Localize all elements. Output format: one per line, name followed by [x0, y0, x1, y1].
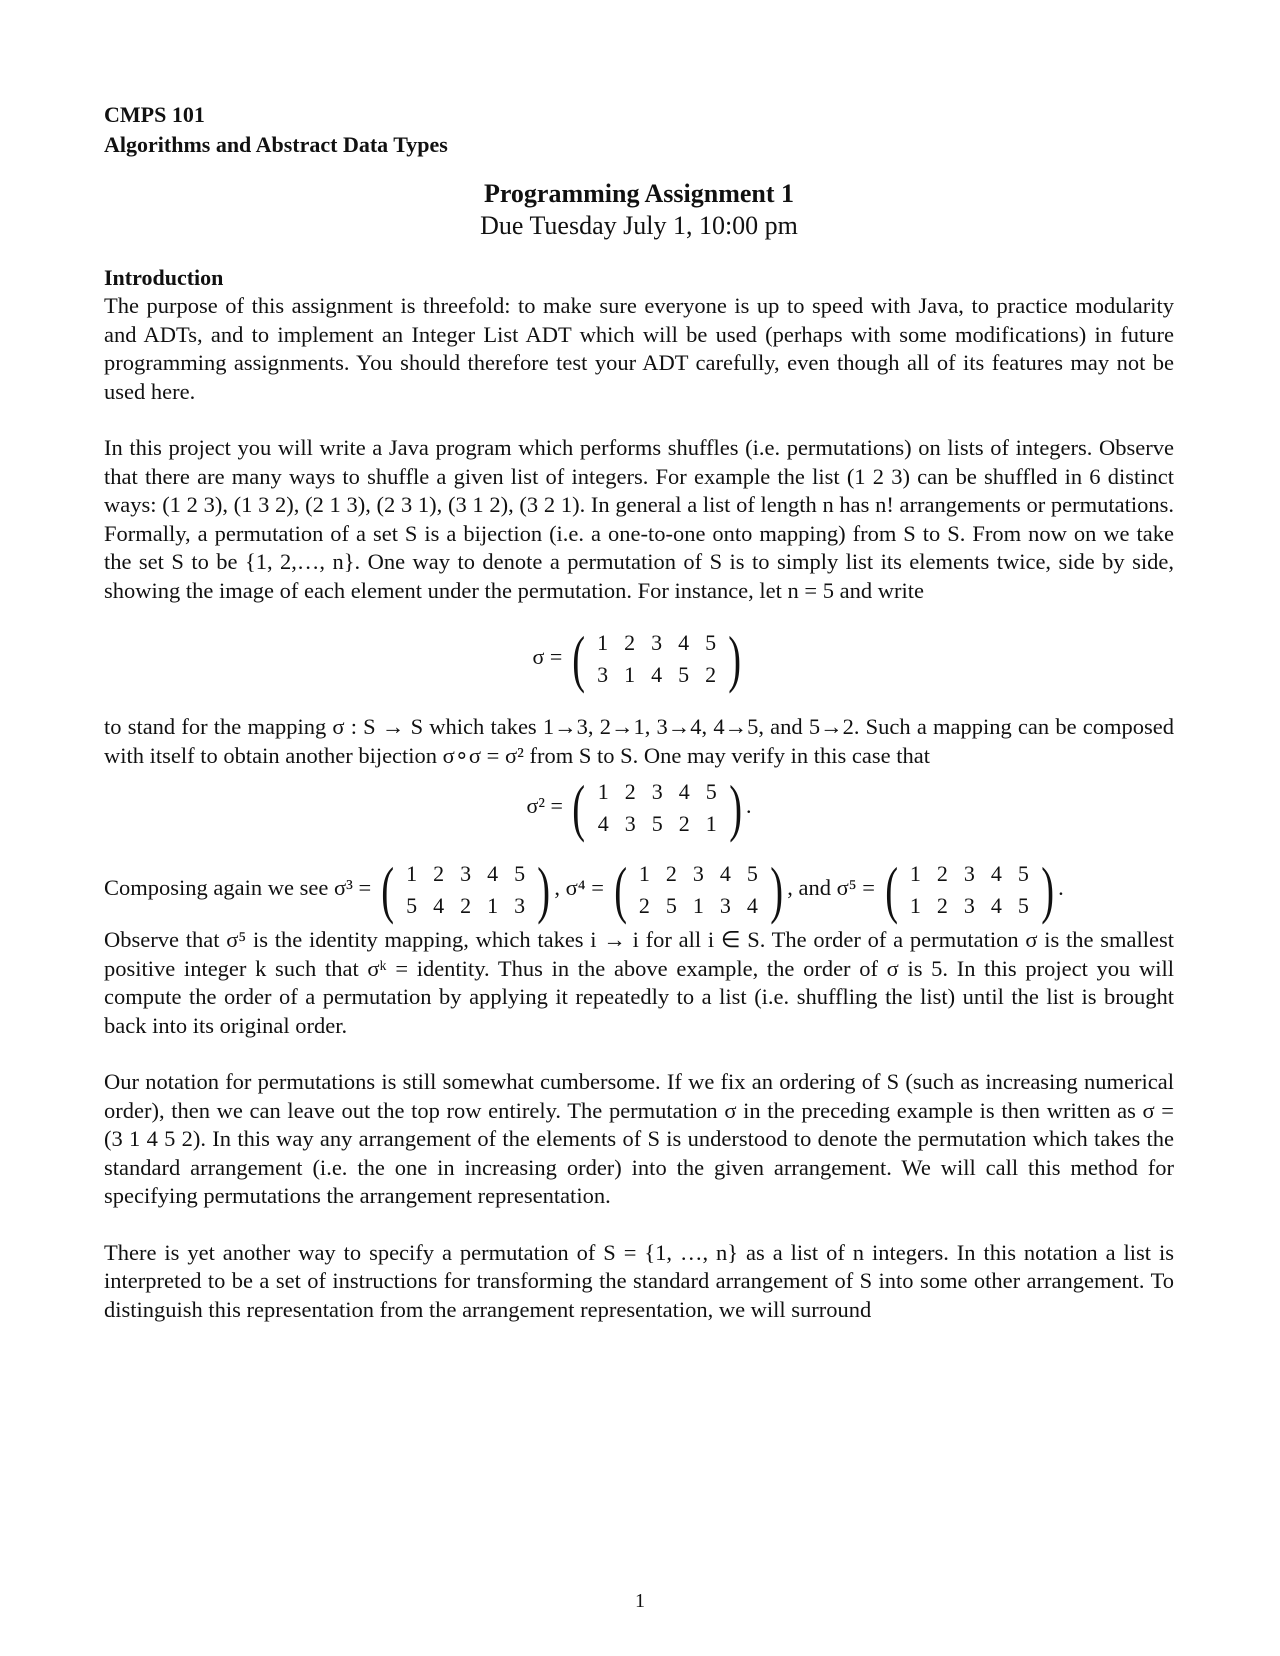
- due-date: Due Tuesday July 1, 10:00 pm: [480, 211, 798, 240]
- paragraph-identity-order: Observe that σ⁵ is the identity mapping, which takes i → i for all i ∈ S. The order of a permutation σ is the smallest positive integer k such that σᵏ = identity. Thus in the above example, the order of σ is 5. In this project you will compute the order of a permutation by applying it repeatedly to a list (i.e. shuffling the list) until the list is brought back into its original order.: [104, 927, 1174, 1038]
- course-name: Algorithms and Abstract Data Types: [104, 132, 448, 157]
- title-block: [104, 178, 1174, 242]
- paragraph-arrangement: Our notation for permutations is still somewhat cumbersome. If we fix an ordering of S (such as increasing numerical order), then we can leave out the top row entirely. The permutation σ in the preceding example is then written as σ = (3 1 4 5 2). In this way any arrangement of the elements of S is understood to denote the permutation which takes the standard arrangement (i.e. the one in increasing order) into the given arrangement. We will call this method for specifying permutations the arrangement representation.: [104, 1069, 1174, 1208]
- sigma-label: σ =: [532, 644, 563, 670]
- section-heading-introduction: Introduction: [104, 265, 224, 290]
- document-page: [104, 100, 1174, 1324]
- sigma2-matrix: σ² = ( 1 2 3 4 5 4 3 5 2 1 ) .: [526, 772, 752, 843]
- sigma-matrix: σ = ( 1 2 3 4 5 3 1 4 5 2 ): [532, 623, 742, 694]
- page-number: 1: [635, 1590, 645, 1612]
- paragraph-purpose: The purpose of this assignment is threefold: to make sure everyone is up to speed with Java, to practice modularity and ADTs, and to implement an Integer List ADT which will be used (perhaps with some modifications) in future programming assignments. You should therefore test your ADT carefully, even though all of its features may not be used here.: [104, 293, 1174, 404]
- sigma-grid: 1 2 3 4 5 3 1 4 5 2: [597, 630, 717, 687]
- composition-line: Composing again we see σ³ = ( 1 2 3 4 5 5 4 2 1 3 ) , σ⁴ = ( 1 2 3 4 5 2 5 1 3 4 ) , and σ⁵ = ( 1 2 3 4 5 1 2 3 4 5 ) .: [104, 854, 1064, 925]
- paragraph-another-way: There is yet another way to specify a permutation of S = {1, …, n} as a list of n integers. In this notation a list is interpreted to be a set of instructions for transforming the standard arrangement of S into some other arrangement. To distinguish this representation from the arrangement representation, we will surround: [104, 1239, 1174, 1322]
- course-code: CMPS 101: [104, 102, 205, 127]
- paragraph-shuffles: In this project you will write a Java program which performs shuffles (i.e. permutations) on lists of integers. Observe that there are many ways to shuffle a given list of integers. For example the list (1 2 3) can be shuffled in 6 distinct ways: (1 2 3), (1 3 2), (2 1 3), (2 3 1), (3 1 2), (3 2 1). In general a list of length n has n! arrangements or permutations. Formally, a permutation of a set S is a bijection (i.e. a one-to-one onto mapping) from S to S. From now on we take the set S to be {1, 2,…, n}. One way to denote a permutation of S is to simply list its elements twice, side by side, showing the image of each element under the permutation. For instance, let n = 5 and write: [104, 435, 1174, 603]
- assignment-title: Programming Assignment 1: [483, 179, 795, 208]
- paragraph-mapping: to stand for the mapping σ : S → S which takes 1→3, 2→1, 3→4, 4→5, and 5→2. Such a mapping can be composed with itself to obtain another bijection σ∘σ = σ² from S to S. One may verify in this case that: [104, 714, 1174, 768]
